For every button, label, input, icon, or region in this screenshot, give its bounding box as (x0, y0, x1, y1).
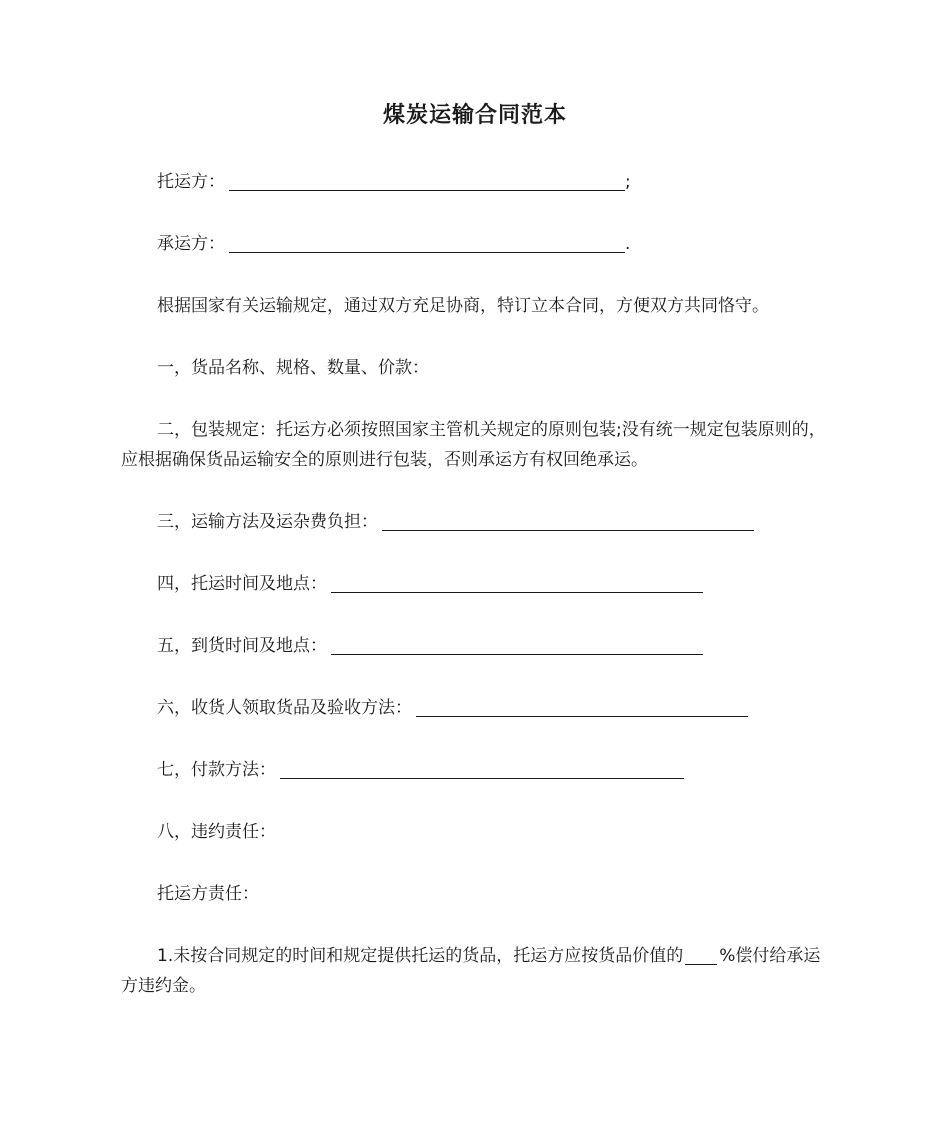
clause-7-blank (280, 758, 684, 779)
clause-5-blank (331, 634, 703, 655)
clause-6-line (157, 693, 748, 723)
item-1-tail: %偿付给承运方违约金。 (121, 946, 821, 996)
clause-4: 四，托运时间及地点： (157, 574, 327, 594)
carrier-label: 承运方： (157, 234, 225, 254)
item-1-text: 1.未按合同规定的时间和规定提供托运的货品，托运方应按货品价值的 (157, 946, 684, 966)
clause-5-line (157, 631, 703, 661)
clause-6-blank (416, 696, 748, 717)
shipper-end: ; (625, 172, 631, 192)
liability-item-1 (121, 941, 833, 1001)
clause-7-line (157, 755, 684, 785)
document-title: 煤炭运输合同范本 (382, 103, 567, 128)
carrier-line (157, 229, 630, 259)
clause-6: 六，收货人领取货品及验收方法： (157, 698, 412, 718)
intro-paragraph: 根据国家有关运输规定，通过双方充足协商，特订立本合同，方便双方共同恪守。 (157, 296, 769, 316)
clause-4-blank (331, 572, 703, 593)
clause-5: 五，到货时间及地点： (157, 636, 327, 656)
clause-3-line (157, 507, 754, 537)
clause-1: 一，货品名称、规格、数量、价款： (157, 358, 429, 378)
carrier-end: . (625, 234, 631, 254)
clause-2: 二，包装规定：托运方必须按照国家主管机关规定的原则包装;没有统一规定包装原则的，应根据确保货品运输安全的原则进行包装，否则承运方有权回绝承运。 (121, 420, 826, 470)
clause-3: 三，运输方法及运杂费负担： (157, 512, 378, 532)
percentage-blank (685, 944, 717, 965)
clause-8: 八，违约责任： (157, 822, 276, 842)
clause-4-line (157, 569, 703, 599)
carrier-blank (229, 232, 625, 253)
clause-3-blank (382, 510, 754, 531)
shipper-liability-heading: 托运方责任： (157, 884, 259, 904)
shipper-label: 托运方： (157, 172, 225, 192)
clause-7: 七，付款方法： (157, 760, 276, 780)
shipper-blank (229, 170, 625, 191)
shipper-line (157, 167, 631, 197)
